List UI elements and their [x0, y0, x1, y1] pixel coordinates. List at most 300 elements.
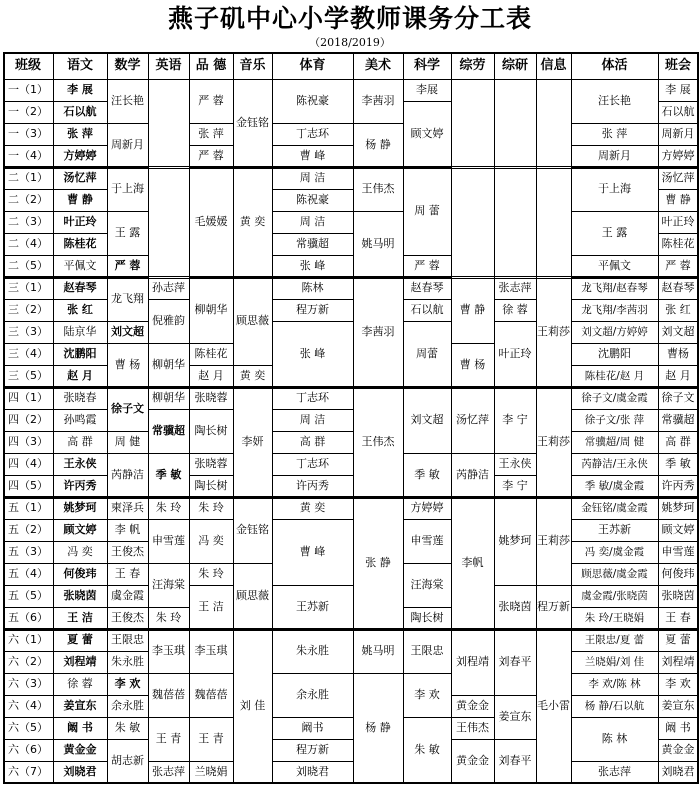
pe-cell: 高 群 [299, 435, 326, 448]
music-cell: 顾思薇 [236, 314, 269, 327]
page-subtitle: （2018/2019） [309, 36, 391, 49]
grade-separator [3, 278, 698, 279]
math-cell: 周 健 [114, 435, 141, 448]
header-it: 信息 [540, 57, 567, 73]
class-label: 三（4） [8, 347, 48, 360]
science-cell: 方婷婷 [410, 501, 444, 514]
meeting-cell: 黄金金 [661, 743, 695, 756]
moral-cell: 张 萍 [198, 127, 224, 140]
activity-cell: 周新月 [598, 149, 631, 162]
table-border-left [3, 52, 5, 784]
art-cell: 姚马明 [361, 644, 395, 657]
math-cell: 严 蓉 [114, 259, 141, 272]
meeting-cell: 陈桂花 [661, 237, 695, 250]
research-cell: 徐 蓉 [502, 303, 528, 316]
class-label: 三（5） [8, 369, 48, 382]
activity-cell: 王限忠/夏 蕾 [584, 634, 645, 646]
moral-cell: 张晓蓉 [194, 457, 228, 470]
pe-cell: 程万新 [296, 743, 329, 756]
header-class: 班级 [14, 57, 41, 73]
chinese-cell: 方婷婷 [63, 149, 97, 162]
moral-cell: 朱 玲 [198, 501, 224, 514]
activity-cell: 芮静洁/王永侠 [581, 458, 648, 470]
chinese-cell: 张 红 [67, 303, 93, 316]
chinese-cell: 徐 蓉 [67, 677, 93, 690]
activity-cell: 王 露 [601, 226, 628, 239]
chinese-cell: 何俊玮 [63, 567, 97, 580]
math-cell: 王 露 [114, 226, 141, 239]
art-cell: 李茜羽 [361, 94, 395, 107]
meeting-cell: 季 敏 [665, 457, 691, 470]
activity-cell: 金钰铭/虞金霞 [581, 502, 648, 514]
grade-separator [3, 628, 698, 629]
activity-cell: 刘文超/方婷婷 [581, 326, 648, 338]
research-cell: 张晓茵 [498, 600, 532, 613]
it-cell: 毛小雷 [537, 699, 570, 712]
activity-cell: 徐子文/虞金霞 [581, 392, 648, 404]
pe-cell: 周 洁 [299, 215, 326, 228]
class-label: 三（2） [8, 303, 48, 316]
meeting-cell: 王 春 [665, 611, 691, 624]
table-border-top [3, 52, 698, 54]
chinese-cell: 王 洁 [67, 611, 93, 624]
activity-cell: 龙飞翔/赵春琴 [581, 282, 648, 294]
moral-cell: 朱 玲 [198, 567, 224, 580]
assignment-table [3, 52, 698, 783]
meeting-cell: 何俊玮 [661, 567, 695, 580]
class-label: 六（1） [8, 633, 48, 646]
english-cell: 张志萍 [152, 765, 185, 778]
meeting-cell: 汤忆萍 [661, 171, 695, 184]
chinese-cell: 陈桂花 [63, 237, 97, 250]
pe-cell: 常骥超 [296, 237, 329, 250]
it-cell: 程万新 [537, 600, 570, 613]
meeting-cell: 张晓茵 [661, 589, 695, 602]
column-line [353, 52, 354, 783]
class-label: 一（4） [8, 149, 48, 162]
moral-cell: 赵 月 [198, 369, 224, 382]
english-cell: 申雪莲 [152, 534, 185, 547]
activity-cell: 龙飞翔/李茜羽 [581, 304, 648, 316]
moral-cell: 严 蓉 [198, 94, 224, 107]
class-label: 四（3） [8, 435, 48, 448]
pe-cell: 陈祝豪 [296, 94, 329, 107]
moral-cell: 魏蓓蓓 [194, 688, 228, 701]
class-label: 六（4） [8, 699, 48, 712]
grade-separator [3, 498, 698, 499]
english-cell: 柳朝华 [152, 358, 185, 371]
activity-cell: 冯 奕/虞金霞 [584, 546, 645, 558]
class-label: 六（2） [8, 655, 48, 668]
chinese-cell: 黄金金 [63, 743, 97, 756]
science-cell: 朱 敏 [414, 743, 440, 756]
english-cell: 汪海棠 [152, 578, 185, 591]
english-cell: 朱 玲 [155, 501, 182, 514]
meeting-cell: 姚梦珂 [661, 501, 695, 514]
research-cell: 李 宁 [502, 413, 528, 426]
moral-cell: 陈桂花 [194, 347, 228, 360]
math-cell: 朱 敏 [114, 721, 141, 734]
activity-cell: 张志萍 [598, 765, 631, 778]
math-cell: 周新月 [111, 138, 144, 151]
english-cell: 孙志萍 [152, 281, 185, 294]
labor-cell: 王伟杰 [456, 721, 489, 734]
moral-cell: 王 青 [198, 732, 224, 745]
pe-cell: 王苏新 [296, 600, 329, 613]
grade-separator [3, 630, 698, 631]
header-meeting: 班会 [664, 57, 691, 73]
moral-cell: 陶长树 [194, 424, 228, 437]
class-label: 五（1） [8, 501, 48, 514]
chinese-cell: 李 展 [67, 83, 93, 96]
column-line [536, 52, 537, 783]
activity-cell: 徐子文/张 萍 [584, 414, 645, 426]
moral-cell: 李玉琪 [194, 644, 228, 657]
pe-cell: 黄 奕 [299, 501, 326, 514]
activity-cell: 兰晓娟/刘 佳 [584, 656, 645, 668]
meeting-cell: 常骥超 [661, 413, 695, 426]
column-line [451, 52, 452, 783]
english-cell: 倪雅韵 [152, 314, 185, 327]
art-cell: 杨 静 [365, 721, 391, 734]
class-label: 三（3） [8, 325, 48, 338]
music-cell: 金钰铭 [236, 523, 269, 536]
chinese-cell: 沈鹏阳 [63, 347, 97, 360]
class-label: 六（5） [8, 721, 48, 734]
meeting-cell: 赵 月 [665, 369, 691, 382]
activity-cell: 汪长艳 [598, 94, 631, 107]
pe-cell: 曹 峰 [299, 149, 326, 162]
research-cell: 王永侠 [498, 457, 532, 470]
moral-cell: 毛媛媛 [194, 215, 228, 228]
class-label: 二（1） [8, 171, 48, 184]
table-border-right [697, 52, 699, 784]
meeting-cell: 刘晓君 [661, 765, 695, 778]
research-cell: 叶正玲 [498, 347, 532, 360]
labor-cell: 黄金金 [456, 699, 489, 712]
pe-cell: 张 峰 [299, 347, 326, 360]
pe-cell: 许丙秀 [296, 479, 329, 492]
class-label: 六（3） [8, 677, 48, 690]
science-cell: 申雪莲 [410, 534, 444, 547]
labor-cell: 黄金金 [456, 754, 489, 767]
math-cell: 王限忠 [111, 633, 144, 646]
activity-cell: 平佩文 [598, 259, 631, 272]
class-label: 五（6） [8, 611, 48, 624]
activity-cell: 王苏新 [598, 523, 631, 536]
pe-cell: 朱永胜 [296, 644, 329, 657]
pe-cell: 周 洁 [299, 171, 326, 184]
science-cell: 汪海棠 [410, 578, 444, 591]
meeting-cell: 张 红 [665, 303, 691, 316]
class-label: 四（5） [8, 479, 48, 492]
english-cell: 季 敏 [155, 468, 182, 481]
math-cell: 朱永胜 [111, 655, 144, 668]
header-activity: 体活 [601, 57, 628, 73]
class-label: 三（1） [8, 281, 48, 294]
chinese-cell: 张晓春 [63, 391, 97, 404]
header-labor: 综劳 [459, 57, 486, 73]
chinese-cell: 赵春琴 [63, 281, 97, 294]
math-cell: 虞金霞 [111, 589, 144, 602]
pe-cell: 丁志环 [296, 127, 329, 140]
column-line [494, 52, 495, 783]
math-cell: 刘文超 [111, 325, 144, 338]
math-cell: 王 春 [114, 567, 141, 580]
meeting-cell: 李 展 [665, 83, 691, 96]
meeting-cell: 李 欢 [665, 677, 691, 690]
music-cell: 顾思薇 [236, 589, 269, 602]
meeting-cell: 方婷婷 [661, 149, 695, 162]
column-line [148, 52, 149, 783]
english-cell: 李玉琪 [152, 644, 185, 657]
chinese-cell: 许丙秀 [63, 479, 97, 492]
research-cell: 姚梦珂 [498, 534, 532, 547]
class-label: 六（6） [8, 743, 48, 756]
meeting-cell: 曹 静 [665, 193, 691, 206]
column-line [233, 52, 234, 783]
science-cell: 赵春琴 [410, 281, 444, 294]
chinese-cell: 姚梦珂 [63, 501, 97, 514]
pe-cell: 周 洁 [299, 413, 326, 426]
pe-cell: 陈祝豪 [296, 193, 329, 206]
science-cell: 刘文超 [410, 413, 444, 426]
class-label: 一（2） [8, 105, 48, 118]
math-cell: 王俊杰 [111, 545, 144, 558]
class-label: 一（3） [8, 127, 48, 140]
math-cell: 龙飞翔 [111, 292, 144, 305]
activity-cell: 季 敏/虞金霞 [584, 480, 645, 492]
activity-cell: 顾思薇/虞金霞 [581, 568, 648, 580]
class-label: 五（2） [8, 523, 48, 536]
activity-cell: 李 欢/陈 林 [588, 678, 641, 690]
research-cell: 刘春平 [498, 655, 532, 668]
chinese-cell: 汤忆萍 [63, 171, 97, 184]
chinese-cell: 曹 静 [67, 193, 93, 206]
pe-cell: 陈林 [301, 281, 324, 294]
chinese-cell: 赵 月 [67, 369, 93, 382]
chinese-cell: 刘程靖 [63, 655, 97, 668]
class-label: 一（1） [8, 83, 48, 96]
activity-cell: 杨 静/石以航 [584, 700, 645, 712]
meeting-cell: 申雪莲 [661, 545, 695, 558]
chinese-cell: 冯 奕 [67, 545, 93, 558]
meeting-cell: 赵春琴 [661, 281, 695, 294]
math-cell: 柬泽兵 [111, 501, 144, 514]
music-cell: 刘 佳 [239, 699, 266, 712]
research-cell: 张志萍 [498, 281, 532, 294]
column-line [658, 52, 659, 783]
chinese-cell: 张晓茵 [63, 589, 97, 602]
labor-cell: 曹 静 [459, 303, 486, 316]
column-line [107, 52, 108, 783]
column-line [272, 52, 273, 783]
math-cell: 于上海 [111, 182, 144, 195]
chinese-cell: 夏 蕾 [67, 633, 93, 646]
music-cell: 黄 奕 [239, 215, 266, 228]
header-science: 科学 [413, 57, 440, 73]
moral-cell: 兰晓娟 [194, 765, 228, 778]
chinese-cell: 顾文婷 [63, 523, 97, 536]
column-line [403, 52, 404, 783]
labor-cell: 李帆 [461, 556, 484, 569]
grade-separator [3, 386, 698, 387]
moral-cell: 柳朝华 [194, 303, 228, 316]
chinese-cell: 平佩文 [63, 259, 97, 272]
class-label: 二（4） [8, 237, 48, 250]
math-cell: 徐子文 [111, 402, 144, 415]
activity-cell: 沈鹏阳 [598, 347, 631, 360]
meeting-cell: 阚 书 [665, 721, 691, 734]
meeting-cell: 石以航 [661, 105, 695, 118]
research-cell: 李 宁 [502, 479, 528, 492]
meeting-cell: 刘程靖 [661, 655, 695, 668]
music-cell: 李妍 [241, 435, 264, 448]
chinese-cell: 叶正玲 [63, 215, 97, 228]
art-cell: 李茜羽 [361, 325, 395, 338]
art-cell: 姚马明 [361, 237, 395, 250]
chinese-cell: 阚 书 [67, 721, 93, 734]
music-cell: 金钰铭 [236, 116, 269, 129]
chinese-cell: 石以航 [63, 105, 97, 118]
science-cell: 顾文婷 [410, 127, 444, 140]
header-chinese: 语文 [66, 57, 93, 73]
grade-separator [3, 388, 698, 389]
it-cell: 王莉莎 [537, 435, 570, 448]
table-border-bottom [3, 782, 698, 784]
meeting-cell: 曹杨 [667, 347, 689, 360]
math-cell: 曹 杨 [114, 358, 141, 371]
chinese-cell: 高 群 [67, 435, 93, 448]
class-label: 四（1） [8, 391, 48, 404]
activity-cell: 于上海 [598, 182, 631, 195]
grade-separator [3, 166, 698, 167]
pe-cell: 余永胜 [296, 688, 329, 701]
column-line [189, 52, 190, 783]
pe-cell: 阚书 [301, 721, 324, 734]
science-cell: 严 蓉 [414, 259, 440, 272]
chinese-cell: 张 萍 [67, 127, 93, 140]
labor-cell: 芮静洁 [456, 468, 489, 481]
chinese-cell: 孙鸣霞 [63, 413, 97, 426]
math-cell: 汪长艳 [111, 94, 144, 107]
activity-cell: 朱 玲/王晓娟 [584, 612, 645, 624]
meeting-cell: 周新月 [661, 127, 695, 140]
chinese-cell: 王永侠 [63, 457, 97, 470]
class-label: 二（2） [8, 193, 48, 206]
pe-cell: 张 峰 [299, 259, 326, 272]
meeting-cell: 姜宣东 [661, 699, 695, 712]
moral-cell: 冯 奕 [198, 534, 224, 547]
class-label: 五（4） [8, 567, 48, 580]
music-cell: 黄 奕 [239, 369, 266, 382]
chinese-cell: 陆京华 [63, 325, 97, 338]
meeting-cell: 顾文婷 [661, 523, 695, 536]
class-label: 二（5） [8, 259, 48, 272]
header-moral: 品 德 [195, 57, 227, 73]
class-label: 四（4） [8, 457, 48, 470]
activity-cell: 常骥超/周 健 [584, 436, 645, 448]
meeting-cell: 严 蓉 [665, 259, 691, 272]
meeting-cell: 高 群 [665, 435, 691, 448]
moral-cell: 王 洁 [198, 600, 224, 613]
science-cell: 陶长树 [410, 611, 444, 624]
class-label: 六（7） [8, 765, 48, 778]
class-label: 五（5） [8, 589, 48, 602]
math-cell: 李 欢 [114, 677, 141, 690]
moral-cell: 张晓蓉 [194, 391, 228, 404]
science-cell: 周蕾 [416, 347, 438, 360]
research-cell: 刘春平 [498, 754, 532, 767]
english-cell: 魏蓓蓓 [152, 688, 185, 701]
it-cell: 王莉莎 [537, 325, 570, 338]
pe-cell: 曹 峰 [299, 545, 326, 558]
science-cell: 石以航 [410, 303, 444, 316]
activity-cell: 陈桂花/赵 月 [584, 370, 645, 382]
it-cell: 王莉莎 [537, 534, 570, 547]
art-cell: 王伟杰 [361, 182, 395, 195]
labor-cell: 汤忆萍 [456, 413, 489, 426]
english-cell: 柳朝华 [152, 391, 185, 404]
class-label: 四（2） [8, 413, 48, 426]
pe-cell: 丁志环 [296, 391, 329, 404]
science-cell: 王限忠 [410, 644, 444, 657]
math-cell: 李 帆 [114, 523, 141, 536]
grade-separator [3, 496, 698, 497]
activity-cell: 张 萍 [601, 127, 628, 140]
english-cell: 王 青 [155, 732, 182, 745]
header-english: 英语 [155, 57, 182, 73]
moral-cell: 严 蓉 [198, 149, 224, 162]
header-music: 音乐 [239, 57, 266, 73]
pe-cell: 丁志环 [296, 457, 329, 470]
activity-cell: 虞金霞/张晓茵 [581, 590, 648, 602]
grade-separator [3, 276, 698, 277]
meeting-cell: 许丙秀 [661, 479, 695, 492]
math-cell: 余永胜 [111, 699, 144, 712]
header-pe: 体育 [299, 57, 326, 73]
science-cell: 季 敏 [414, 468, 440, 481]
meeting-cell: 夏 蕾 [665, 633, 691, 646]
science-cell: 李展 [416, 83, 438, 96]
science-cell: 周 蕾 [414, 204, 440, 217]
art-cell: 张 静 [365, 556, 391, 569]
science-cell: 李 欢 [414, 688, 440, 701]
header-research: 综研 [501, 57, 528, 73]
meeting-cell: 徐子文 [661, 391, 695, 404]
header-art: 美术 [364, 57, 391, 73]
class-label: 二（3） [8, 215, 48, 228]
math-cell: 王俊杰 [111, 611, 144, 624]
column-line [53, 52, 54, 783]
english-cell: 朱 玲 [155, 611, 182, 624]
chinese-cell: 姜宣东 [63, 699, 97, 712]
column-line [571, 52, 572, 783]
art-cell: 王伟杰 [361, 435, 395, 448]
math-cell: 芮静洁 [111, 468, 144, 481]
activity-cell: 陈 林 [601, 732, 628, 745]
labor-cell: 刘程靖 [456, 655, 489, 668]
math-cell: 胡志新 [111, 754, 144, 767]
page-title: 燕子矶中心小学教师课务分工表 [167, 4, 532, 33]
pe-cell: 刘晓君 [296, 765, 329, 778]
header-math: 数学 [114, 57, 141, 73]
pe-cell: 程万新 [296, 303, 329, 316]
research-cell: 姜宣东 [498, 710, 532, 723]
meeting-cell: 刘文超 [661, 325, 695, 338]
labor-cell: 曹 杨 [459, 358, 486, 371]
meeting-cell: 叶正玲 [661, 215, 695, 228]
